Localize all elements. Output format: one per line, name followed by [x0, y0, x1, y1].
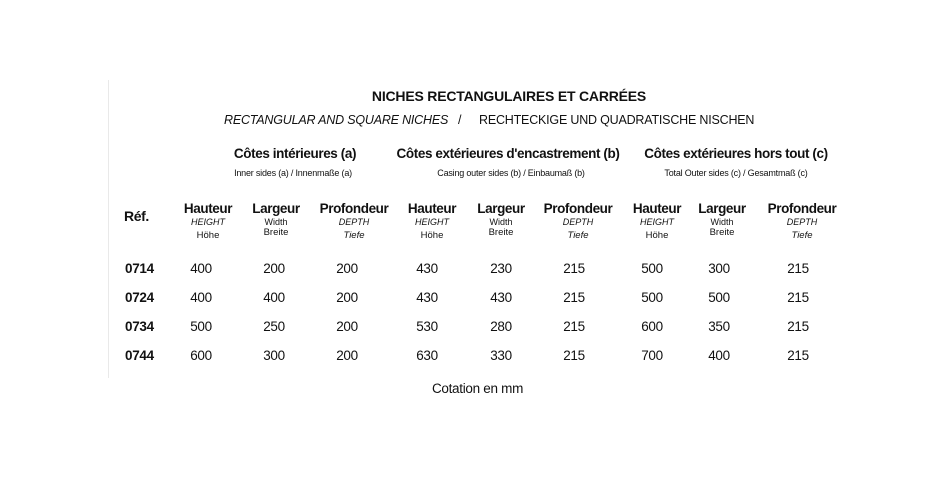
- table-cell: 215: [787, 348, 809, 363]
- column-label-de: Breite: [263, 227, 289, 238]
- table-cell: 500: [641, 290, 663, 305]
- column-label-en: Width: [710, 217, 734, 227]
- column-label-de: Höhe: [645, 230, 669, 241]
- table-cell: 400: [190, 261, 212, 276]
- column-label-fr: Profondeur: [767, 201, 837, 216]
- ref-cell: 0744: [125, 348, 154, 363]
- column-label-fr: Profondeur: [543, 201, 613, 216]
- table-cell: 230: [490, 261, 512, 276]
- column-label-en: DEPTH: [338, 217, 370, 227]
- column-label-en: HEIGHT: [190, 217, 225, 227]
- column-label-en: HEIGHT: [414, 217, 449, 227]
- table-cell: 500: [708, 290, 730, 305]
- column-label-de: Höhe: [420, 230, 444, 241]
- ref-cell: 0714: [125, 261, 154, 276]
- table-cell: 215: [563, 290, 585, 305]
- column-header: [633, 201, 681, 241]
- table-cell: 215: [787, 319, 809, 334]
- column-label-de: Breite: [488, 227, 514, 238]
- column-label-en: Width: [264, 217, 288, 227]
- table-cell: 300: [263, 348, 285, 363]
- column-label-de: Höhe: [196, 230, 220, 241]
- table-cell: 215: [563, 348, 585, 363]
- column-label-de: Breite: [709, 227, 735, 238]
- table-cell: 400: [263, 290, 285, 305]
- column-label-fr: Largeur: [252, 201, 300, 216]
- column-label-fr: Hauteur: [407, 201, 457, 216]
- table-cell: 215: [787, 261, 809, 276]
- table-cell: 200: [336, 290, 358, 305]
- column-header: [252, 201, 299, 238]
- group-subtitle-inner: Inner sides (a) / Innenmaße (a): [234, 168, 352, 178]
- subtitle-german: RECHTECKIGE UND QUADRATISCHE NISCHEN: [479, 113, 755, 127]
- column-header: [477, 201, 524, 238]
- group-subtitle-casing: Casing outer sides (b) / Einbaumaß (b): [437, 168, 585, 178]
- table-cell: 300: [708, 261, 730, 276]
- table-cell: 530: [416, 319, 438, 334]
- column-label-de: Tiefe: [567, 230, 589, 241]
- table-cell: 200: [336, 348, 358, 363]
- table-cell: 215: [787, 290, 809, 305]
- table-cell: 400: [190, 290, 212, 305]
- column-label-en: DEPTH: [562, 217, 594, 227]
- column-label-de: Tiefe: [791, 230, 813, 241]
- table-cell: 215: [563, 319, 585, 334]
- column-label-de: Tiefe: [343, 230, 365, 241]
- table-cell: 500: [190, 319, 212, 334]
- group-title-total: Côtes extérieures hors tout (c): [644, 146, 828, 161]
- column-label-fr: Profondeur: [319, 201, 389, 216]
- column-label-en: Width: [489, 217, 513, 227]
- table-cell: 200: [263, 261, 285, 276]
- table-cell: 600: [190, 348, 212, 363]
- column-header: [698, 201, 745, 238]
- table-cell: 630: [416, 348, 438, 363]
- table-cell: 600: [641, 319, 663, 334]
- units-note: Cotation en mm: [431, 381, 524, 396]
- group-title-inner: Côtes intérieures (a): [233, 146, 357, 161]
- column-header: [768, 201, 837, 241]
- table-cell: 430: [490, 290, 512, 305]
- column-label-fr: Hauteur: [632, 201, 682, 216]
- table-cell: 200: [336, 319, 358, 334]
- column-label-en: DEPTH: [786, 217, 818, 227]
- column-header: [320, 201, 389, 241]
- table-cell: 200: [336, 261, 358, 276]
- table-cell: 330: [490, 348, 512, 363]
- group-title-casing: Côtes extérieures d'encastrement (b): [396, 146, 620, 161]
- column-header: [544, 201, 613, 241]
- table-cell: 250: [263, 319, 285, 334]
- table-cell: 215: [563, 261, 585, 276]
- column-label-fr: Largeur: [477, 201, 525, 216]
- page-title: NICHES RECTANGULAIRES ET CARRÉES: [371, 88, 647, 104]
- column-label-fr: Largeur: [698, 201, 746, 216]
- subtitle-english: RECTANGULAR AND SQUARE NICHES: [224, 113, 449, 127]
- table-cell: 280: [490, 319, 512, 334]
- left-divider: [108, 80, 109, 378]
- table-cell: 350: [708, 319, 730, 334]
- column-header: [408, 201, 456, 241]
- table-cell: 430: [416, 290, 438, 305]
- table-cell: 430: [416, 261, 438, 276]
- column-label-fr: Hauteur: [183, 201, 233, 216]
- ref-cell: 0724: [125, 290, 154, 305]
- group-subtitle-total: Total Outer sides (c) / Gesamtmaß (c): [664, 168, 808, 178]
- ref-cell: 0734: [125, 319, 154, 334]
- ref-header: Réf.: [124, 208, 149, 224]
- column-label-en: HEIGHT: [639, 217, 674, 227]
- table-cell: 400: [708, 348, 730, 363]
- table-cell: 500: [641, 261, 663, 276]
- subtitle-separator: /: [458, 113, 462, 127]
- column-header: [184, 201, 232, 241]
- table-cell: 700: [641, 348, 663, 363]
